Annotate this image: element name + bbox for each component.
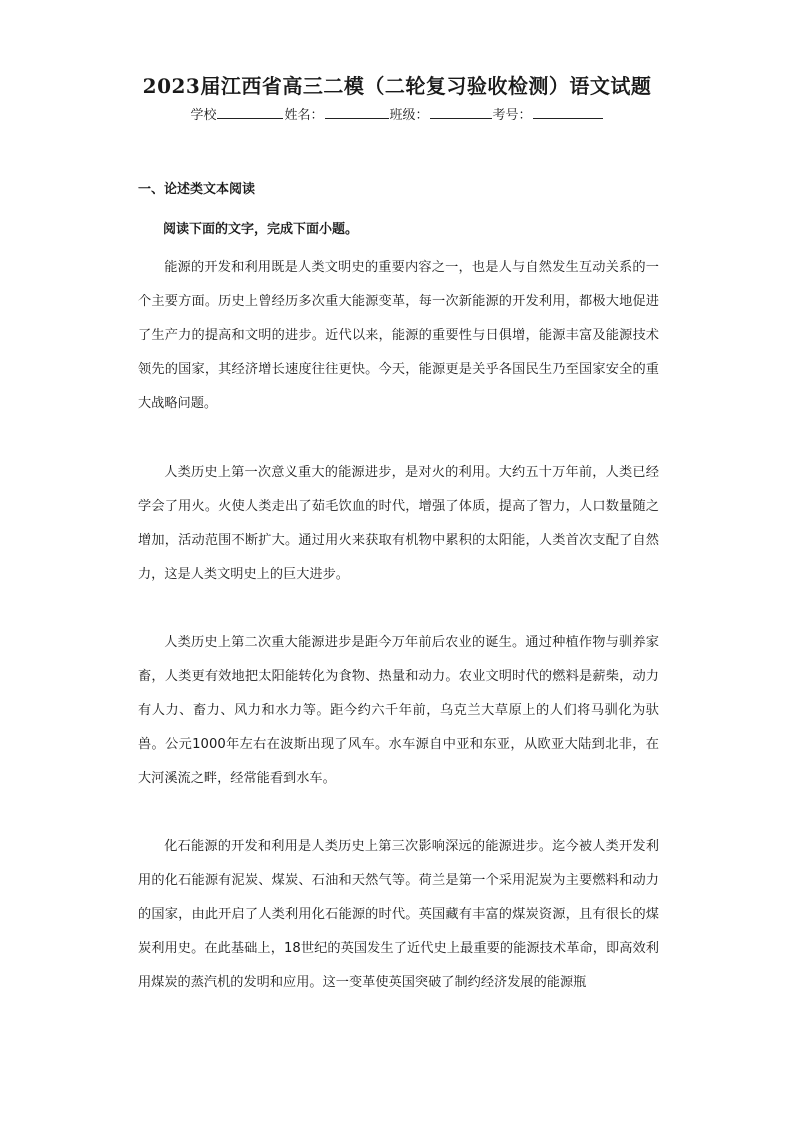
school-label: 学校 (190, 108, 217, 123)
name-label: 姓名： (284, 108, 324, 123)
paragraph-1-text: 能源的开发和利用既是人类文明史的重要内容之一，也是人与自然发生互动关系的一个主要方面。历史上曾经历多次重大能源变革，每一次新能源的开发利用，都极大地促进了生产力的提高和文明的进步。近代以来，能源的重要性与日俱增，能源丰富及能源技术领先的国家，其经济增长速度往往更快。今天，能源更是关乎各国民生乃至国家安全的重大战略问题。 (138, 260, 659, 411)
name-blank[interactable] (325, 106, 389, 119)
paragraph-1 (138, 251, 659, 421)
paragraph-2-text: 人类历史上第一次意义重大的能源进步，是对火的利用。大约五十万年前，人类已经学会了用火。火使人类走出了茹毛饮血的时代，增强了体质，提高了智力，人口数量随之增加，活动范围不断扩大。通过用火来获取有机物中累积的太阳能，人类首次支配了自然力，这是人类文明史上的巨大进步。 (138, 465, 659, 582)
paragraph-2 (138, 456, 659, 592)
exam-number-label: 考号： (492, 108, 532, 123)
class-label: 班级： (389, 108, 429, 123)
page-title: 2023届江西省高三二模（二轮复习验收检测）语文试题 (142, 74, 652, 98)
student-info-line (0, 104, 794, 123)
paragraph-3 (138, 626, 659, 796)
exam-number-blank[interactable] (533, 106, 603, 119)
paragraph-4-text: 化石能源的开发和利用是人类历史上第三次影响深远的能源进步。迄今被人类开发利用的化石能源有泥炭、煤炭、石油和天然气等。荷兰是第一个采用泥炭为主要燃料和动力的国家，由此开启了人类利用化石能源的时代。英国藏有丰富的煤炭资源，且有很长的煤炭利用史。在此基础上，18世纪的英国发生了近代史上最重要的能源技术革命，即高效利用煤炭的蒸汽机的发明和应用。这一变革使英国突破了制约经济发展的能源瓶 (138, 839, 659, 990)
paragraph-3-text: 人类历史上第二次重大能源进步是距今万年前后农业的诞生。通过种植作物与驯养家畜，人类更有效地把太阳能转化为食物、热量和动力。农业文明时代的燃料是薪柴，动力有人力、畜力、风力和水力等。距今约六千年前，乌克兰大草原上的人们将马驯化为驮兽。公元1000年左右在波斯出现了风车。水车源自中亚和东亚，从欧亚大陆到北非，在大河溪流之畔，经常能看到水车。 (138, 635, 659, 786)
school-blank[interactable] (217, 106, 283, 119)
reading-instruction: 阅读下面的文字，完成下面小题。 (163, 222, 359, 237)
paragraph-4 (138, 830, 659, 1000)
section-heading: 一、论述类文本阅读 (138, 182, 256, 197)
class-blank[interactable] (430, 106, 492, 119)
